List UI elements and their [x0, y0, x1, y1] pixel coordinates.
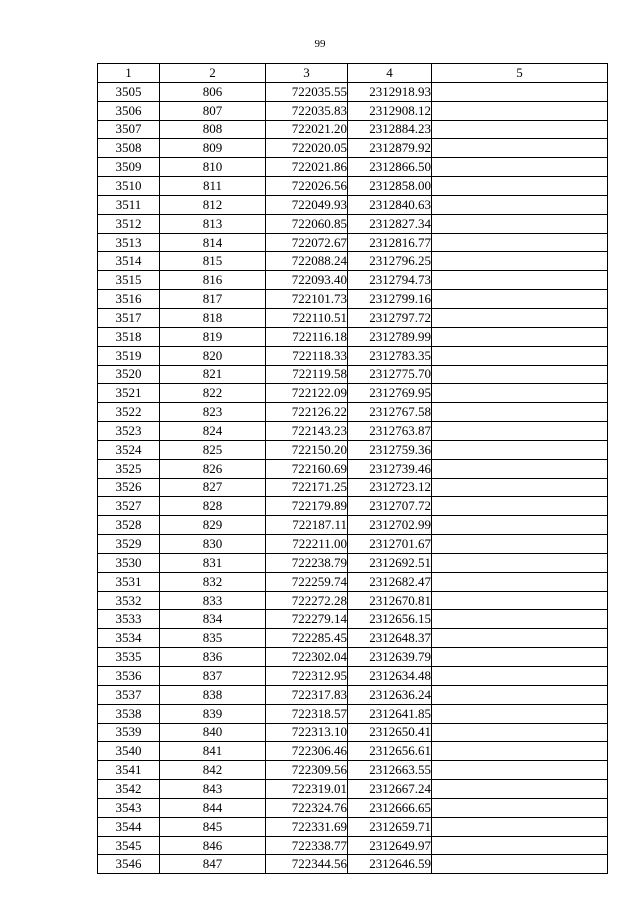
point-number-cell: 3508	[98, 139, 160, 158]
note-cell	[432, 817, 608, 836]
note-cell	[432, 422, 608, 441]
index-cell: 821	[160, 365, 266, 384]
point-number-cell: 3516	[98, 290, 160, 309]
point-number-cell: 3505	[98, 82, 160, 101]
x-coordinate-cell: 722259.74	[266, 572, 348, 591]
point-number-cell: 3535	[98, 648, 160, 667]
index-cell: 829	[160, 516, 266, 535]
y-coordinate-cell: 2312667.24	[348, 780, 432, 799]
note-cell	[432, 742, 608, 761]
point-number-cell: 3521	[98, 384, 160, 403]
index-cell: 832	[160, 572, 266, 591]
table-row	[98, 252, 608, 271]
x-coordinate-cell: 722309.56	[266, 761, 348, 780]
table-row	[98, 572, 608, 591]
y-coordinate-cell: 2312879.92	[348, 139, 432, 158]
note-cell	[432, 761, 608, 780]
table-row	[98, 667, 608, 686]
index-cell: 815	[160, 252, 266, 271]
column-header: 2	[160, 64, 266, 83]
y-coordinate-cell: 2312769.95	[348, 384, 432, 403]
x-coordinate-cell: 722118.33	[266, 346, 348, 365]
x-coordinate-cell: 722020.05	[266, 139, 348, 158]
x-coordinate-cell: 722122.09	[266, 384, 348, 403]
table-row	[98, 780, 608, 799]
x-coordinate-cell: 722318.57	[266, 704, 348, 723]
table-row	[98, 195, 608, 214]
table-row	[98, 101, 608, 120]
note-cell	[432, 233, 608, 252]
point-number-cell: 3538	[98, 704, 160, 723]
table-row	[98, 817, 608, 836]
index-cell: 834	[160, 610, 266, 629]
x-coordinate-cell: 722179.89	[266, 497, 348, 516]
index-cell: 820	[160, 346, 266, 365]
note-cell	[432, 478, 608, 497]
index-cell: 846	[160, 836, 266, 855]
point-number-cell: 3536	[98, 667, 160, 686]
y-coordinate-cell: 2312840.63	[348, 195, 432, 214]
index-cell: 810	[160, 158, 266, 177]
point-number-cell: 3523	[98, 422, 160, 441]
table-row	[98, 459, 608, 478]
point-number-cell: 3529	[98, 535, 160, 554]
note-cell	[432, 120, 608, 139]
point-number-cell: 3514	[98, 252, 160, 271]
table-row	[98, 685, 608, 704]
note-cell	[432, 82, 608, 101]
table-row	[98, 403, 608, 422]
table-row	[98, 704, 608, 723]
point-number-cell: 3541	[98, 761, 160, 780]
table-row	[98, 591, 608, 610]
y-coordinate-cell: 2312648.37	[348, 629, 432, 648]
point-number-cell: 3532	[98, 591, 160, 610]
index-cell: 812	[160, 195, 266, 214]
table-row	[98, 384, 608, 403]
index-cell: 836	[160, 648, 266, 667]
x-coordinate-cell: 722285.45	[266, 629, 348, 648]
note-cell	[432, 704, 608, 723]
point-number-cell: 3512	[98, 214, 160, 233]
index-cell: 811	[160, 177, 266, 196]
column-header: 1	[98, 64, 160, 83]
note-cell	[432, 497, 608, 516]
column-header: 5	[432, 64, 608, 83]
y-coordinate-cell: 2312634.48	[348, 667, 432, 686]
coordinates-table	[97, 63, 608, 874]
point-number-cell: 3528	[98, 516, 160, 535]
y-coordinate-cell: 2312656.15	[348, 610, 432, 629]
x-coordinate-cell: 722312.95	[266, 667, 348, 686]
point-number-cell: 3513	[98, 233, 160, 252]
point-number-cell: 3515	[98, 271, 160, 290]
x-coordinate-cell: 722238.79	[266, 553, 348, 572]
note-cell	[432, 610, 608, 629]
note-cell	[432, 403, 608, 422]
point-number-cell: 3534	[98, 629, 160, 648]
x-coordinate-cell: 722272.28	[266, 591, 348, 610]
y-coordinate-cell: 2312767.58	[348, 403, 432, 422]
y-coordinate-cell: 2312775.70	[348, 365, 432, 384]
note-cell	[432, 685, 608, 704]
point-number-cell: 3526	[98, 478, 160, 497]
x-coordinate-cell: 722072.67	[266, 233, 348, 252]
note-cell	[432, 440, 608, 459]
table-row	[98, 723, 608, 742]
table-row	[98, 214, 608, 233]
table-row	[98, 478, 608, 497]
note-cell	[432, 195, 608, 214]
index-cell: 838	[160, 685, 266, 704]
note-cell	[432, 648, 608, 667]
point-number-cell: 3511	[98, 195, 160, 214]
point-number-cell: 3539	[98, 723, 160, 742]
note-cell	[432, 327, 608, 346]
point-number-cell: 3517	[98, 308, 160, 327]
index-cell: 842	[160, 761, 266, 780]
y-coordinate-cell: 2312759.36	[348, 440, 432, 459]
note-cell	[432, 308, 608, 327]
y-coordinate-cell: 2312646.59	[348, 855, 432, 874]
note-cell	[432, 629, 608, 648]
index-cell: 830	[160, 535, 266, 554]
x-coordinate-cell: 722119.58	[266, 365, 348, 384]
point-number-cell: 3543	[98, 798, 160, 817]
table-row	[98, 798, 608, 817]
y-coordinate-cell: 2312783.35	[348, 346, 432, 365]
table-row	[98, 327, 608, 346]
note-cell	[432, 836, 608, 855]
note-cell	[432, 384, 608, 403]
note-cell	[432, 346, 608, 365]
table-row	[98, 422, 608, 441]
table-row	[98, 308, 608, 327]
table-row	[98, 271, 608, 290]
table-row	[98, 610, 608, 629]
index-cell: 814	[160, 233, 266, 252]
x-coordinate-cell: 722338.77	[266, 836, 348, 855]
y-coordinate-cell: 2312799.16	[348, 290, 432, 309]
note-cell	[432, 723, 608, 742]
x-coordinate-cell: 722317.83	[266, 685, 348, 704]
point-number-cell: 3519	[98, 346, 160, 365]
index-cell: 809	[160, 139, 266, 158]
note-cell	[432, 177, 608, 196]
table-row	[98, 82, 608, 101]
point-number-cell: 3507	[98, 120, 160, 139]
x-coordinate-cell: 722171.25	[266, 478, 348, 497]
y-coordinate-cell: 2312884.23	[348, 120, 432, 139]
x-coordinate-cell: 722313.10	[266, 723, 348, 742]
note-cell	[432, 459, 608, 478]
note-cell	[432, 780, 608, 799]
x-coordinate-cell: 722211.00	[266, 535, 348, 554]
y-coordinate-cell: 2312682.47	[348, 572, 432, 591]
index-cell: 822	[160, 384, 266, 403]
x-coordinate-cell: 722302.04	[266, 648, 348, 667]
y-coordinate-cell: 2312656.61	[348, 742, 432, 761]
point-number-cell: 3518	[98, 327, 160, 346]
column-header: 4	[348, 64, 432, 83]
y-coordinate-cell: 2312649.97	[348, 836, 432, 855]
x-coordinate-cell: 722035.83	[266, 101, 348, 120]
point-number-cell: 3533	[98, 610, 160, 629]
index-cell: 826	[160, 459, 266, 478]
index-cell: 824	[160, 422, 266, 441]
y-coordinate-cell: 2312636.24	[348, 685, 432, 704]
point-number-cell: 3531	[98, 572, 160, 591]
point-number-cell: 3522	[98, 403, 160, 422]
index-cell: 833	[160, 591, 266, 610]
y-coordinate-cell: 2312707.72	[348, 497, 432, 516]
note-cell	[432, 516, 608, 535]
y-coordinate-cell: 2312918.93	[348, 82, 432, 101]
note-cell	[432, 572, 608, 591]
index-cell: 823	[160, 403, 266, 422]
index-cell: 817	[160, 290, 266, 309]
table-row	[98, 233, 608, 252]
x-coordinate-cell: 722049.93	[266, 195, 348, 214]
x-coordinate-cell: 722093.40	[266, 271, 348, 290]
table-row	[98, 139, 608, 158]
y-coordinate-cell: 2312702.99	[348, 516, 432, 535]
x-coordinate-cell: 722126.22	[266, 403, 348, 422]
x-coordinate-cell: 722160.69	[266, 459, 348, 478]
index-cell: 831	[160, 553, 266, 572]
x-coordinate-cell: 722088.24	[266, 252, 348, 271]
table-row	[98, 346, 608, 365]
y-coordinate-cell: 2312650.41	[348, 723, 432, 742]
index-cell: 828	[160, 497, 266, 516]
y-coordinate-cell: 2312796.25	[348, 252, 432, 271]
index-cell: 816	[160, 271, 266, 290]
index-cell: 845	[160, 817, 266, 836]
point-number-cell: 3530	[98, 553, 160, 572]
table-row	[98, 553, 608, 572]
note-cell	[432, 290, 608, 309]
note-cell	[432, 798, 608, 817]
y-coordinate-cell: 2312908.12	[348, 101, 432, 120]
point-number-cell: 3510	[98, 177, 160, 196]
x-coordinate-cell: 722344.56	[266, 855, 348, 874]
table-row	[98, 158, 608, 177]
note-cell	[432, 101, 608, 120]
x-coordinate-cell: 722143.23	[266, 422, 348, 441]
x-coordinate-cell: 722021.86	[266, 158, 348, 177]
y-coordinate-cell: 2312866.50	[348, 158, 432, 177]
x-coordinate-cell: 722187.11	[266, 516, 348, 535]
index-cell: 808	[160, 120, 266, 139]
index-cell: 835	[160, 629, 266, 648]
point-number-cell: 3542	[98, 780, 160, 799]
y-coordinate-cell: 2312816.77	[348, 233, 432, 252]
y-coordinate-cell: 2312641.85	[348, 704, 432, 723]
note-cell	[432, 553, 608, 572]
y-coordinate-cell: 2312723.12	[348, 478, 432, 497]
x-coordinate-cell: 722116.18	[266, 327, 348, 346]
index-cell: 843	[160, 780, 266, 799]
index-cell: 827	[160, 478, 266, 497]
x-coordinate-cell: 722101.73	[266, 290, 348, 309]
point-number-cell: 3537	[98, 685, 160, 704]
table-row	[98, 648, 608, 667]
table-body	[98, 82, 608, 873]
note-cell	[432, 591, 608, 610]
index-cell: 818	[160, 308, 266, 327]
point-number-cell: 3545	[98, 836, 160, 855]
index-cell: 806	[160, 82, 266, 101]
y-coordinate-cell: 2312794.73	[348, 271, 432, 290]
x-coordinate-cell: 722110.51	[266, 308, 348, 327]
x-coordinate-cell: 722279.14	[266, 610, 348, 629]
index-cell: 840	[160, 723, 266, 742]
table-row	[98, 365, 608, 384]
point-number-cell: 3525	[98, 459, 160, 478]
table-header-row	[98, 64, 608, 83]
point-number-cell: 3527	[98, 497, 160, 516]
y-coordinate-cell: 2312670.81	[348, 591, 432, 610]
table-row	[98, 440, 608, 459]
index-cell: 839	[160, 704, 266, 723]
page-number: 99	[314, 38, 326, 50]
index-cell: 841	[160, 742, 266, 761]
y-coordinate-cell: 2312666.65	[348, 798, 432, 817]
point-number-cell: 3546	[98, 855, 160, 874]
index-cell: 837	[160, 667, 266, 686]
table-row	[98, 761, 608, 780]
y-coordinate-cell: 2312739.46	[348, 459, 432, 478]
x-coordinate-cell: 722306.46	[266, 742, 348, 761]
x-coordinate-cell: 722331.69	[266, 817, 348, 836]
y-coordinate-cell: 2312659.71	[348, 817, 432, 836]
table-row	[98, 535, 608, 554]
x-coordinate-cell: 722324.76	[266, 798, 348, 817]
note-cell	[432, 158, 608, 177]
note-cell	[432, 855, 608, 874]
index-cell: 844	[160, 798, 266, 817]
note-cell	[432, 271, 608, 290]
index-cell: 807	[160, 101, 266, 120]
point-number-cell: 3544	[98, 817, 160, 836]
y-coordinate-cell: 2312639.79	[348, 648, 432, 667]
table-row	[98, 855, 608, 874]
x-coordinate-cell: 722319.01	[266, 780, 348, 799]
table-row	[98, 836, 608, 855]
table-row	[98, 516, 608, 535]
y-coordinate-cell: 2312763.87	[348, 422, 432, 441]
x-coordinate-cell: 722150.20	[266, 440, 348, 459]
x-coordinate-cell: 722026.56	[266, 177, 348, 196]
index-cell: 813	[160, 214, 266, 233]
table-row	[98, 629, 608, 648]
point-number-cell: 3524	[98, 440, 160, 459]
y-coordinate-cell: 2312692.51	[348, 553, 432, 572]
y-coordinate-cell: 2312827.34	[348, 214, 432, 233]
y-coordinate-cell: 2312797.72	[348, 308, 432, 327]
y-coordinate-cell: 2312701.67	[348, 535, 432, 554]
index-cell: 847	[160, 855, 266, 874]
note-cell	[432, 365, 608, 384]
table-row	[98, 177, 608, 196]
x-coordinate-cell: 722021.20	[266, 120, 348, 139]
point-number-cell: 3509	[98, 158, 160, 177]
y-coordinate-cell: 2312789.99	[348, 327, 432, 346]
table-row	[98, 120, 608, 139]
index-cell: 825	[160, 440, 266, 459]
point-number-cell: 3506	[98, 101, 160, 120]
note-cell	[432, 535, 608, 554]
note-cell	[432, 252, 608, 271]
note-cell	[432, 667, 608, 686]
note-cell	[432, 139, 608, 158]
point-number-cell: 3520	[98, 365, 160, 384]
x-coordinate-cell: 722035.55	[266, 82, 348, 101]
y-coordinate-cell: 2312663.55	[348, 761, 432, 780]
table-row	[98, 497, 608, 516]
y-coordinate-cell: 2312858.00	[348, 177, 432, 196]
table-row	[98, 290, 608, 309]
index-cell: 819	[160, 327, 266, 346]
column-header: 3	[266, 64, 348, 83]
point-number-cell: 3540	[98, 742, 160, 761]
x-coordinate-cell: 722060.85	[266, 214, 348, 233]
note-cell	[432, 214, 608, 233]
table-row	[98, 742, 608, 761]
